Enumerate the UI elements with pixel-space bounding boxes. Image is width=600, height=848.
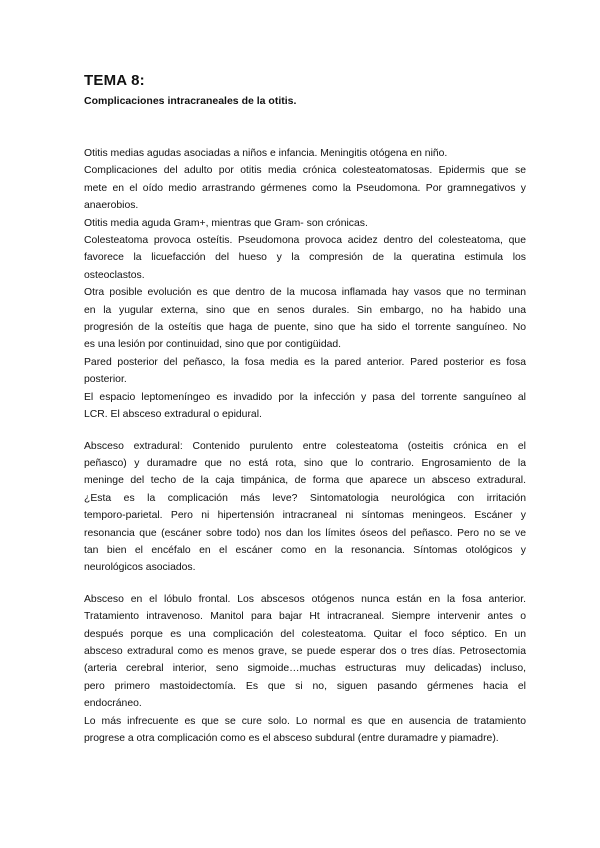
text-line: neurológicos asociados.: [84, 562, 196, 574]
text-line: endocráneo.: [84, 698, 142, 710]
text-line: Tratamiento intravenoso. Manitol para bajar Ht intracraneal. Siempre intervenir antes o: [84, 611, 526, 623]
paragraph: [84, 438, 526, 577]
text-line: LCR. El absceso extradural o epidural.: [84, 409, 262, 421]
document-body: [84, 145, 526, 747]
text-line: resonancia que (escáner sobre todo) nos dan los límites óseos del peñasco. Pero no se ve: [84, 527, 526, 539]
text-line: Colesteatoma provoca osteítis. Pseudomona provoca acidez dentro del colesteatoma, que: [84, 235, 526, 247]
text-line: peñasco) y duramadre que no está rota, sino que lo contrario. Engrosamiento de la: [84, 457, 526, 469]
text-line: mete en el oído medio arrastrando gérmenes como la Pseudomona. Por gramnegativos y: [84, 182, 526, 194]
text-line: Absceso extradural: Contenido purulento entre colesteatoma (osteitis crónica en el: [84, 440, 526, 452]
text-line: absceso extradural como es menos grave, se puede esperar dos o tres días. Petrosectomia: [84, 645, 526, 657]
text-line: anaerobios.: [84, 200, 139, 212]
text-line: favorece la licuefacción del hueso y la compresión de la queratina estimula los: [84, 252, 526, 264]
text-line: progrese a otra complicación como es el absceso subdural (entre duramadre y piamadre).: [84, 733, 499, 744]
text-line: Complicaciones del adulto por otitis media crónica colesteatomatosas. Epidermis que se: [84, 165, 526, 177]
text-line: en la yugular externa, sino que en senos durales. Sin embargo, no ha habido una: [84, 304, 526, 316]
text-line: Otitis media aguda Gram+, mientras que Gram- son crónicas.: [84, 217, 368, 229]
text-line: Otra posible evolución es que dentro de la mucosa inflamada hay vasos que no terminan: [84, 287, 526, 299]
text-line: Absceso en el lóbulo frontal. Los abscesos otógenos nunca están en la fosa anterior.: [84, 593, 526, 605]
text-line: temporo-parietal. Pero ni hipertensión intracraneal ni síntomas meningeos. Escáner y: [84, 510, 526, 522]
text-line: es una lesión por continuidad, sino que por contigüidad.: [84, 339, 342, 351]
text-line: tan bien el encéfalo en el escáner como en la resonancia. Síntomas otológicos y: [84, 544, 526, 556]
text-line: Pared posterior del peñasco, la fosa media es la pared anterior. Pared posterior es fosa: [84, 356, 526, 368]
paragraph: [84, 591, 526, 748]
text-line: progresión de la osteítis que haga de puente, sino que ha sido el torrente sanguíneo. No: [84, 322, 526, 334]
page-subtitle: Complicaciones intracraneales de la otitis.: [84, 95, 297, 107]
text-line: El espacio leptomeníngeo es invadido por la infección y pasa del torrente sanguíneo al: [84, 391, 526, 403]
text-line: posterior.: [84, 374, 127, 386]
text-line: meninge del techo de la caja timpánica, de forma que aparece un absceso extradural.: [84, 475, 526, 487]
text-line: pero primero mastoidectomía. Es que si no, siguen pasando gérmenes hacia el: [84, 680, 526, 692]
text-line: osteoclastos.: [84, 269, 145, 281]
text-line: Lo más infrecuente es que se cure solo. Lo normal es que en ausencia de tratamiento: [84, 715, 526, 727]
page-title: TEMA 8:: [84, 72, 145, 89]
text-line: Otitis medias agudas asociadas a niños e infancia. Meningitis otógena en niño.: [84, 148, 448, 159]
paragraph: [84, 145, 526, 424]
text-line: (arteria cerebral interior, seno sigmoide…muchas estructuras muy delicadas) incluso,: [84, 663, 526, 675]
text-line: ¿Esta es la complicación más leve? Sintomatologia neurológica con irritación: [84, 492, 526, 504]
text-line: después porque es una complicación del colesteatoma. Quitar el foco séptico. En un: [84, 628, 526, 640]
